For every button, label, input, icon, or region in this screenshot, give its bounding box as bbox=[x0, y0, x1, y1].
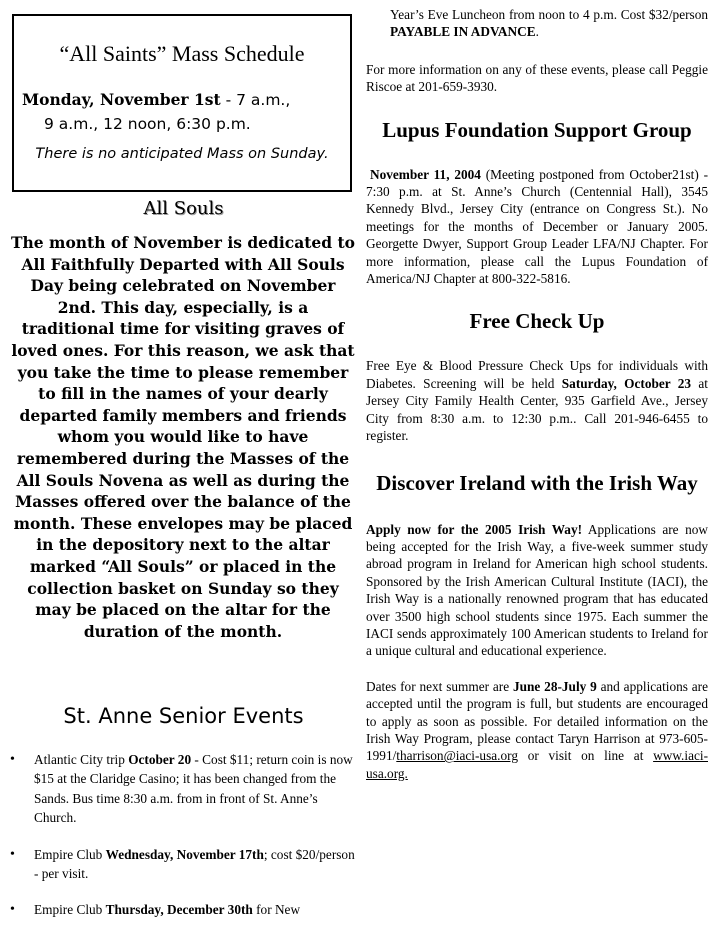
all-souls-body: The month of November is dedicated to All Faithfully Departed with All Souls Day being celebrated on November 2nd. This day, especially, is a traditional time for visiting graves of loved ones. For this reason, we ask that you take the time to please remember to fill in the names of your dearly departed family members and friends whom you would like to have remembered during the Masses of the All Souls Novena as well as during the Masses offered over the balance of the month. These envelopes may be placed in the depository next to the altar marked “All Souls” or placed in the collection basket on Sunday so they may be placed on the altar for the duration of the month. bbox=[10, 233, 355, 641]
senior-events-list bbox=[10, 750, 355, 937]
mass-times-1: - 7 a.m., bbox=[220, 91, 291, 109]
lupus-title: Lupus Foundation Support Group bbox=[382, 117, 692, 142]
checkup-body: Free Eye & Blood Pressure Check Ups for individuals with Diabetes. Screening will be held Saturday, October 23 at Jersey City Family Health Center, 935 Garfield Ave., Jersey City from 8:30 a.m. to 12:30 p.m.. Call 201-946-6455 to register. bbox=[366, 358, 709, 444]
mass-times-2: 9 a.m., 12 noon, 6:30 p.m. bbox=[44, 115, 251, 133]
mass-schedule-title: “All Saints” Mass Schedule bbox=[59, 41, 305, 66]
mass-schedule-times bbox=[22, 88, 352, 136]
ireland-body-1: Apply now for the 2005 Irish Way! Applications are now being accepted for the Irish Way, a five-week summer study abroad program in Ireland for American high school students. Sponsored by the Irish American Cultural Institute (IACI), the Irish Way is a nationally renowned program that has educated over 3500 high school students since 1975. Each summer the IACI sends approximately 100 American students to Ireland for a unique cultural and educational experience. bbox=[366, 521, 708, 659]
mass-note: There is no anticipated Mass on Sunday. bbox=[35, 146, 329, 162]
list-item: • Empire Club Wednesday, November 17th; cost $20/person - per visit. bbox=[10, 845, 355, 884]
lupus-body: November 11, 2004 (Meeting postponed from October21st) - 7:30 p.m. at St. Anne’s Church (Centennial Hall), 3545 Kennedy Blvd., Jersey City (entrance on Congress St.). No meetings for the months of December or January 2005. Georgette Dwyer, Support Group Leader LFA/NJ Chapter. For more information, please call the Lupus Foundation of America/NJ Chapter at 800-322-5816. bbox=[366, 166, 709, 287]
mass-day: Monday, November 1st bbox=[22, 90, 221, 109]
ireland-title: Discover Ireland with the Irish Way bbox=[376, 470, 698, 495]
list-item: • Atlantic City trip October 20 - Cost $11; return coin is now $15 at the Claridge Casino; it has been changed from the Sands. Bus time 8:30 a.m. from in front of St. Anne’s Church. bbox=[10, 750, 355, 828]
mass-schedule-box bbox=[12, 14, 352, 192]
senior-event-continuation: Year’s Eve Luncheon from noon to 4 p.m. Cost $32/person PAYABLE IN ADVANCE. bbox=[390, 7, 708, 40]
email-link[interactable]: tharrison@iaci-usa.org bbox=[396, 748, 518, 764]
right-column bbox=[366, 0, 708, 782]
ireland-body-2: Dates for next summer are June 28-July 9 and applications are accepted until the program is full, but students are encouraged to apply as soon as possible. For detailed information on the Irish Way Program, please contact Taryn Harrison at 973-605-1991/tharrison@iaci-usa.org or visit on line at www.iaci-usa.org. bbox=[366, 678, 709, 781]
all-souls-title: All Souls bbox=[143, 198, 224, 219]
checkup-title: Free Check Up bbox=[469, 309, 605, 334]
website-link[interactable]: www.iaci-usa.org. bbox=[366, 748, 708, 781]
more-info-text: For more information on any of these events, please call Peggie Riscoe at 201-659-3930. bbox=[366, 61, 708, 95]
list-item: • Empire Club Thursday, December 30th for New bbox=[10, 900, 355, 919]
senior-events-title: St. Anne Senior Events bbox=[63, 704, 304, 728]
